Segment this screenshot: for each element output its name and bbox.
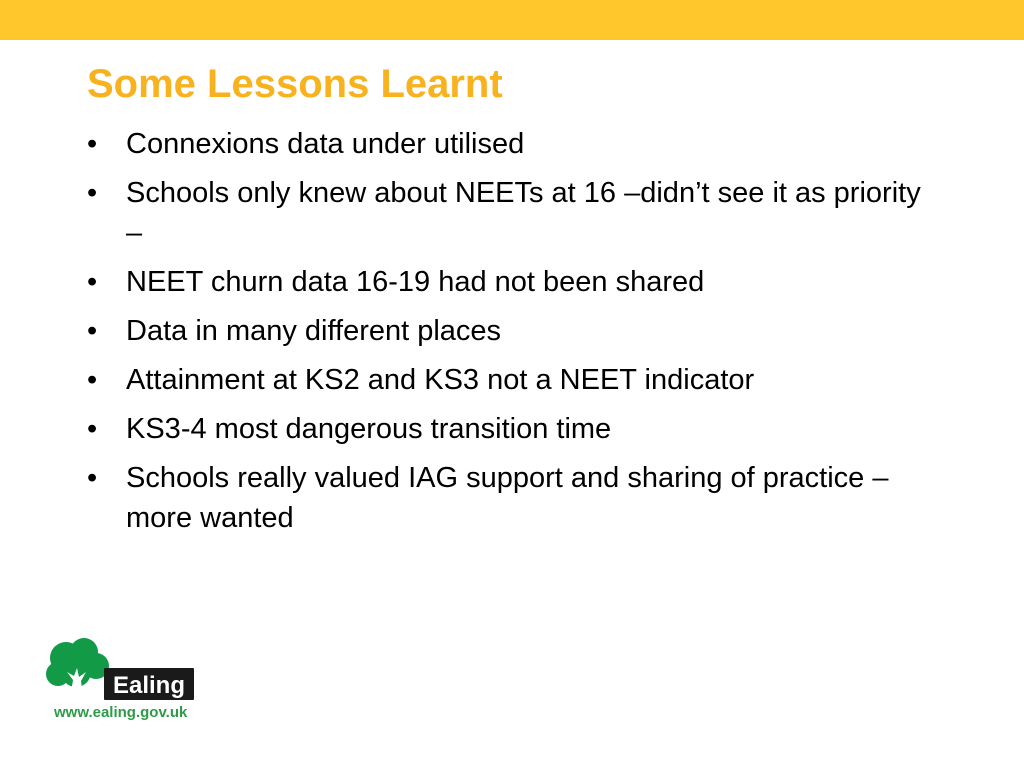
bullet-item bbox=[87, 409, 927, 449]
bullet-marker: • bbox=[87, 128, 98, 160]
logo-url: www.ealing.gov.uk bbox=[54, 704, 188, 721]
bullet-marker: • bbox=[87, 315, 98, 347]
bullet-item bbox=[87, 173, 927, 253]
bullet-item bbox=[87, 360, 927, 400]
tree-icon bbox=[44, 638, 196, 704]
bullet-marker: • bbox=[87, 413, 98, 445]
bullet-text: NEET churn data 16-19 had not been shared bbox=[126, 266, 705, 298]
bullet-item bbox=[87, 262, 927, 302]
bullet-text: Connexions data under utilised bbox=[126, 128, 525, 160]
bullet-marker: • bbox=[87, 462, 98, 494]
ealing-logo bbox=[44, 638, 196, 724]
bullet-text: Attainment at KS2 and KS3 not a NEET indicator bbox=[126, 364, 755, 396]
logo-name: Ealing bbox=[112, 672, 186, 699]
top-accent-bar bbox=[0, 0, 1024, 40]
bullet-item bbox=[87, 311, 927, 351]
slide-title: Some Lessons Learnt bbox=[87, 62, 503, 106]
bullet-text: Schools really valued IAG support and sharing of practice – more wanted bbox=[126, 462, 889, 534]
bullet-text: Data in many different places bbox=[126, 315, 502, 347]
bullet-text: Schools only knew about NEETs at 16 –didn’t see it as priority – bbox=[126, 177, 921, 249]
bullet-text: KS3-4 most dangerous transition time bbox=[126, 413, 612, 445]
bullet-item bbox=[87, 124, 927, 164]
bullet-item bbox=[87, 458, 927, 538]
bullet-marker: • bbox=[87, 364, 98, 396]
bullet-list bbox=[87, 124, 927, 547]
bullet-marker: • bbox=[87, 266, 98, 298]
bullet-marker: • bbox=[87, 177, 98, 209]
